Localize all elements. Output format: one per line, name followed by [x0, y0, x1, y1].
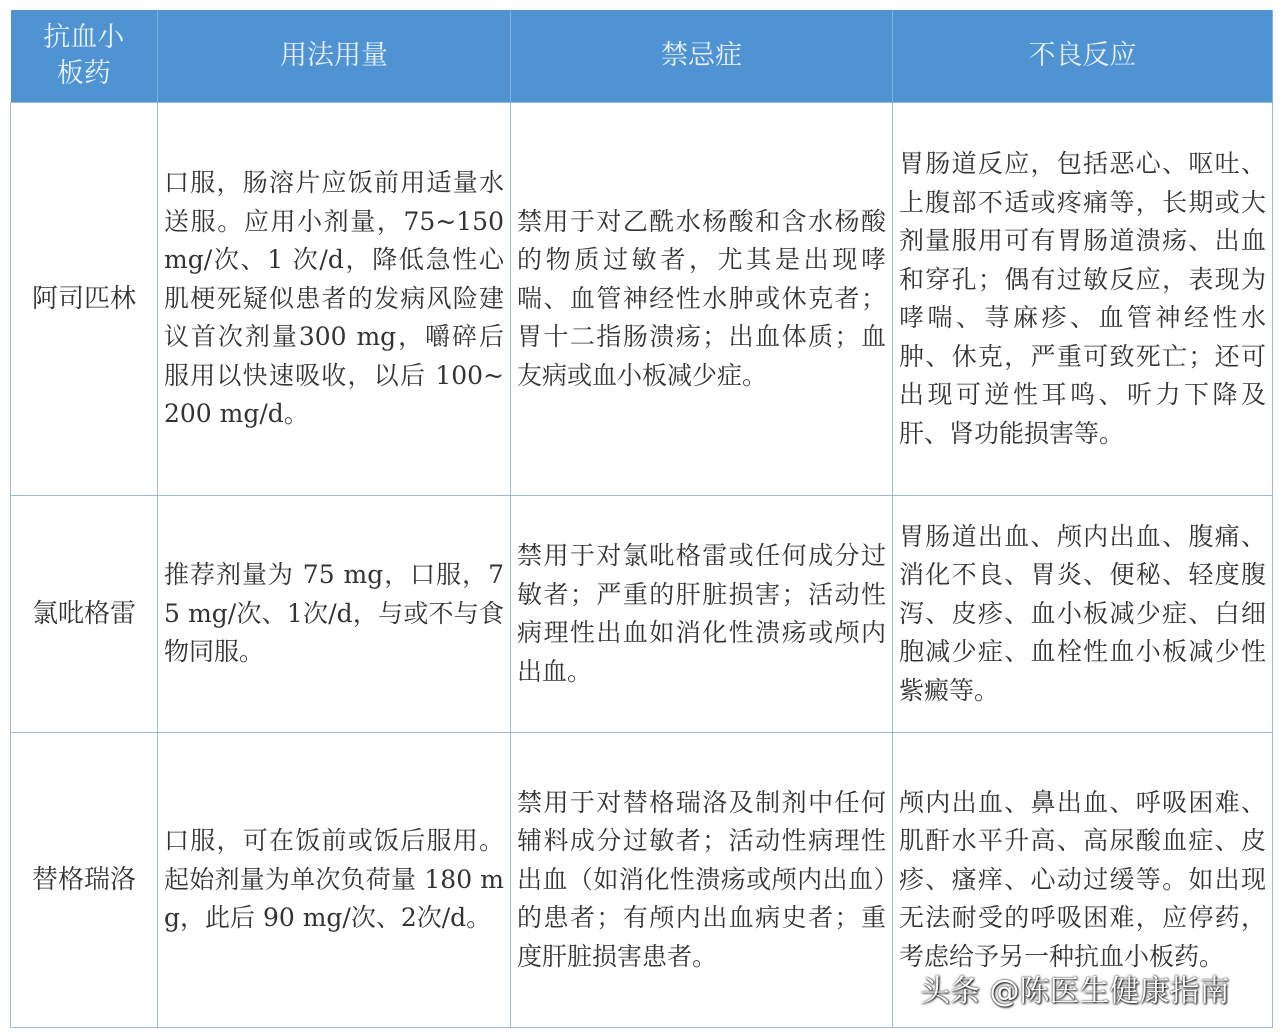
drug-name: 替格瑞洛 — [11, 733, 158, 1028]
watermark: 头条 @陈医生健康指南 — [920, 974, 1230, 1009]
usage-cell: 口服，肠溶片应饭前用适量水送服。应用小剂量，75~150 mg/次、1 次/d，降低急性心肌梗死疑似患者的发病风险建议首次剂量300 mg，嚼碎后服用以快速吸收，以后 100~200 mg/d。 — [158, 103, 511, 496]
contraindications-cell: 禁用于对氯吡格雷或任何成分过敏者；严重的肝脏损害；活动性病理性出血如消化性溃疡或颅内出血。 — [511, 496, 893, 733]
antiplatelet-drug-table — [10, 10, 1273, 1028]
header-row — [11, 10, 1273, 103]
contraindications-cell: 禁用于对乙酰水杨酸和含水杨酸的物质过敏者，尤其是出现哮喘、血管神经性水肿或休克者；胃十二指肠溃疡；出血体质；血友病或血小板减少症。 — [511, 103, 893, 496]
table-row — [11, 496, 1273, 733]
contraindications-cell: 禁用于对替格瑞洛及制剂中任何辅料成分过敏者；活动性病理性出血（如消化性溃疡或颅内出血）的患者；有颅内出血病史者；重度肝脏损害患者。 — [511, 733, 893, 1028]
header-adverse: 不良反应 — [893, 10, 1273, 103]
usage-cell: 推荐剂量为 75 mg，口服，75 mg/次、1次/d，与或不与食物同服。 — [158, 496, 511, 733]
adverse-cell: 颅内出血、鼻出血、呼吸困难、肌酐水平升高、高尿酸血症、皮疹、瘙痒、心动过缓等。如出现无法耐受的呼吸困难，应停药，考虑给予另一种抗血小板药。 — [893, 733, 1273, 1028]
table-row — [11, 103, 1273, 496]
header-usage: 用法用量 — [158, 10, 511, 103]
header-contraindications: 禁忌症 — [511, 10, 893, 103]
adverse-cell: 胃肠道出血、颅内出血、腹痛、消化不良、胃炎、便秘、轻度腹泻、皮疹、血小板减少症、白细胞减少症、血栓性血小板减少性紫癜等。 — [893, 496, 1273, 733]
adverse-cell: 胃肠道反应，包括恶心、呕吐、上腹部不适或疼痛等，长期或大剂量服用可有胃肠道溃疡、出血和穿孔；偶有过敏反应，表现为哮喘、荨麻疹、血管神经性水肿、休克，严重可致死亡；还可出现可逆性耳鸣、听力下降及肝、肾功能损害等。 — [893, 103, 1273, 496]
usage-cell: 口服，可在饭前或饭后服用。起始剂量为单次负荷量 180 mg，此后 90 mg/次、2次/d。 — [158, 733, 511, 1028]
drug-name: 氯吡格雷 — [11, 496, 158, 733]
header-drug: 抗血小板药 — [11, 10, 158, 103]
drug-name: 阿司匹林 — [11, 103, 158, 496]
